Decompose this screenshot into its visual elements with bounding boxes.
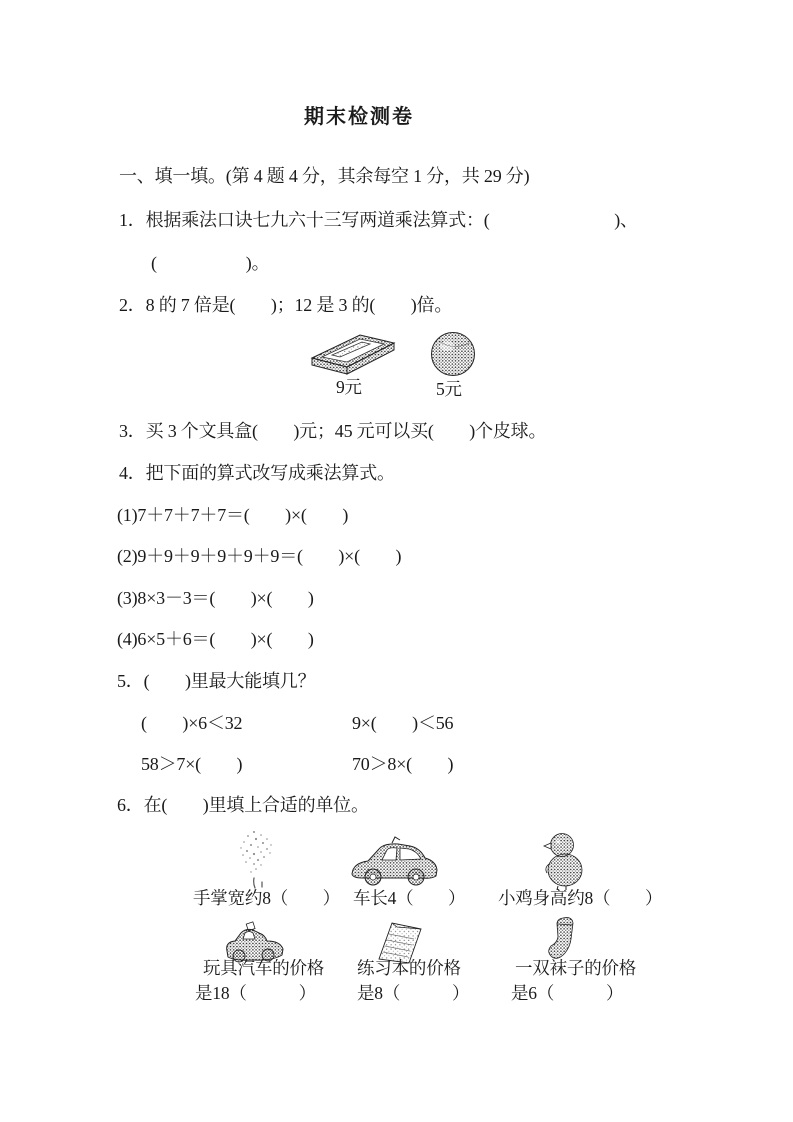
- question-5-intro: 5．( )里最大能填几？: [117, 671, 316, 691]
- question-4-item-4: (4)6×5＋6＝( )×( ): [117, 629, 314, 649]
- question-5-row2-col1: 58＞7×( ): [141, 754, 243, 774]
- q6-caption-toy-car-line2: 是18（ ）: [195, 983, 316, 1003]
- car-icon: [348, 833, 440, 888]
- ball-price-label: 5元: [436, 379, 462, 399]
- q6-caption-book-line2: 是8（ ）: [357, 983, 470, 1003]
- question-4-item-2: (2)9＋9＋9＋9＋9＋9＝( )×( ): [117, 546, 402, 566]
- section-1-heading: 一、填一填。(第 4 题 4 分，其余每空 1 分，共 29 分): [119, 166, 530, 186]
- palm-icon: [226, 826, 286, 890]
- q6-caption-palm: 手掌宽约8（ ）: [193, 888, 340, 908]
- q6-caption-book-line1: 练习本的价格: [357, 958, 461, 978]
- question-1-line-1: 1．根据乘法口诀七九六十三写两道乘法算式：( )、: [119, 210, 638, 230]
- pencil-case-price-label: 9元: [336, 377, 362, 397]
- question-1-line-2: ( )。: [151, 253, 270, 273]
- ball-icon: [429, 331, 477, 379]
- pencil-case-icon: [304, 328, 400, 378]
- question-4-item-1: (1)7＋7＋7＋7＝( )×( ): [117, 505, 349, 525]
- question-2-text: 2．8 的 7 倍是( )；12 是 3 的( )倍。: [119, 295, 453, 315]
- question-5-row2-col2: 70＞8×( ): [352, 754, 454, 774]
- question-6-intro: 6．在( )里填上合适的单位。: [117, 795, 369, 815]
- question-5-row1-col2: 9×( )＜56: [352, 713, 454, 733]
- question-4-item-3: (3)8×3－3＝( )×( ): [117, 588, 314, 608]
- chick-icon: [541, 830, 585, 890]
- q6-caption-sock-line1: 一双袜子的价格: [515, 958, 637, 978]
- q6-caption-toy-car-line1: 玩具汽车的价格: [203, 958, 325, 978]
- question-5-row1-col1: ( )×6＜32: [141, 713, 243, 733]
- q6-caption-chick: 小鸡身高约8（ ）: [498, 888, 663, 908]
- q6-caption-sock-line2: 是6（ ）: [511, 983, 624, 1003]
- q6-caption-car: 车长4（ ）: [353, 888, 466, 908]
- page-title: 期末检测卷: [304, 106, 414, 128]
- question-4-intro: 4．把下面的算式改写成乘法算式。: [119, 463, 395, 483]
- question-3-text: 3．买 3 个文具盒( )元；45 元可以买( )个皮球。: [119, 421, 547, 441]
